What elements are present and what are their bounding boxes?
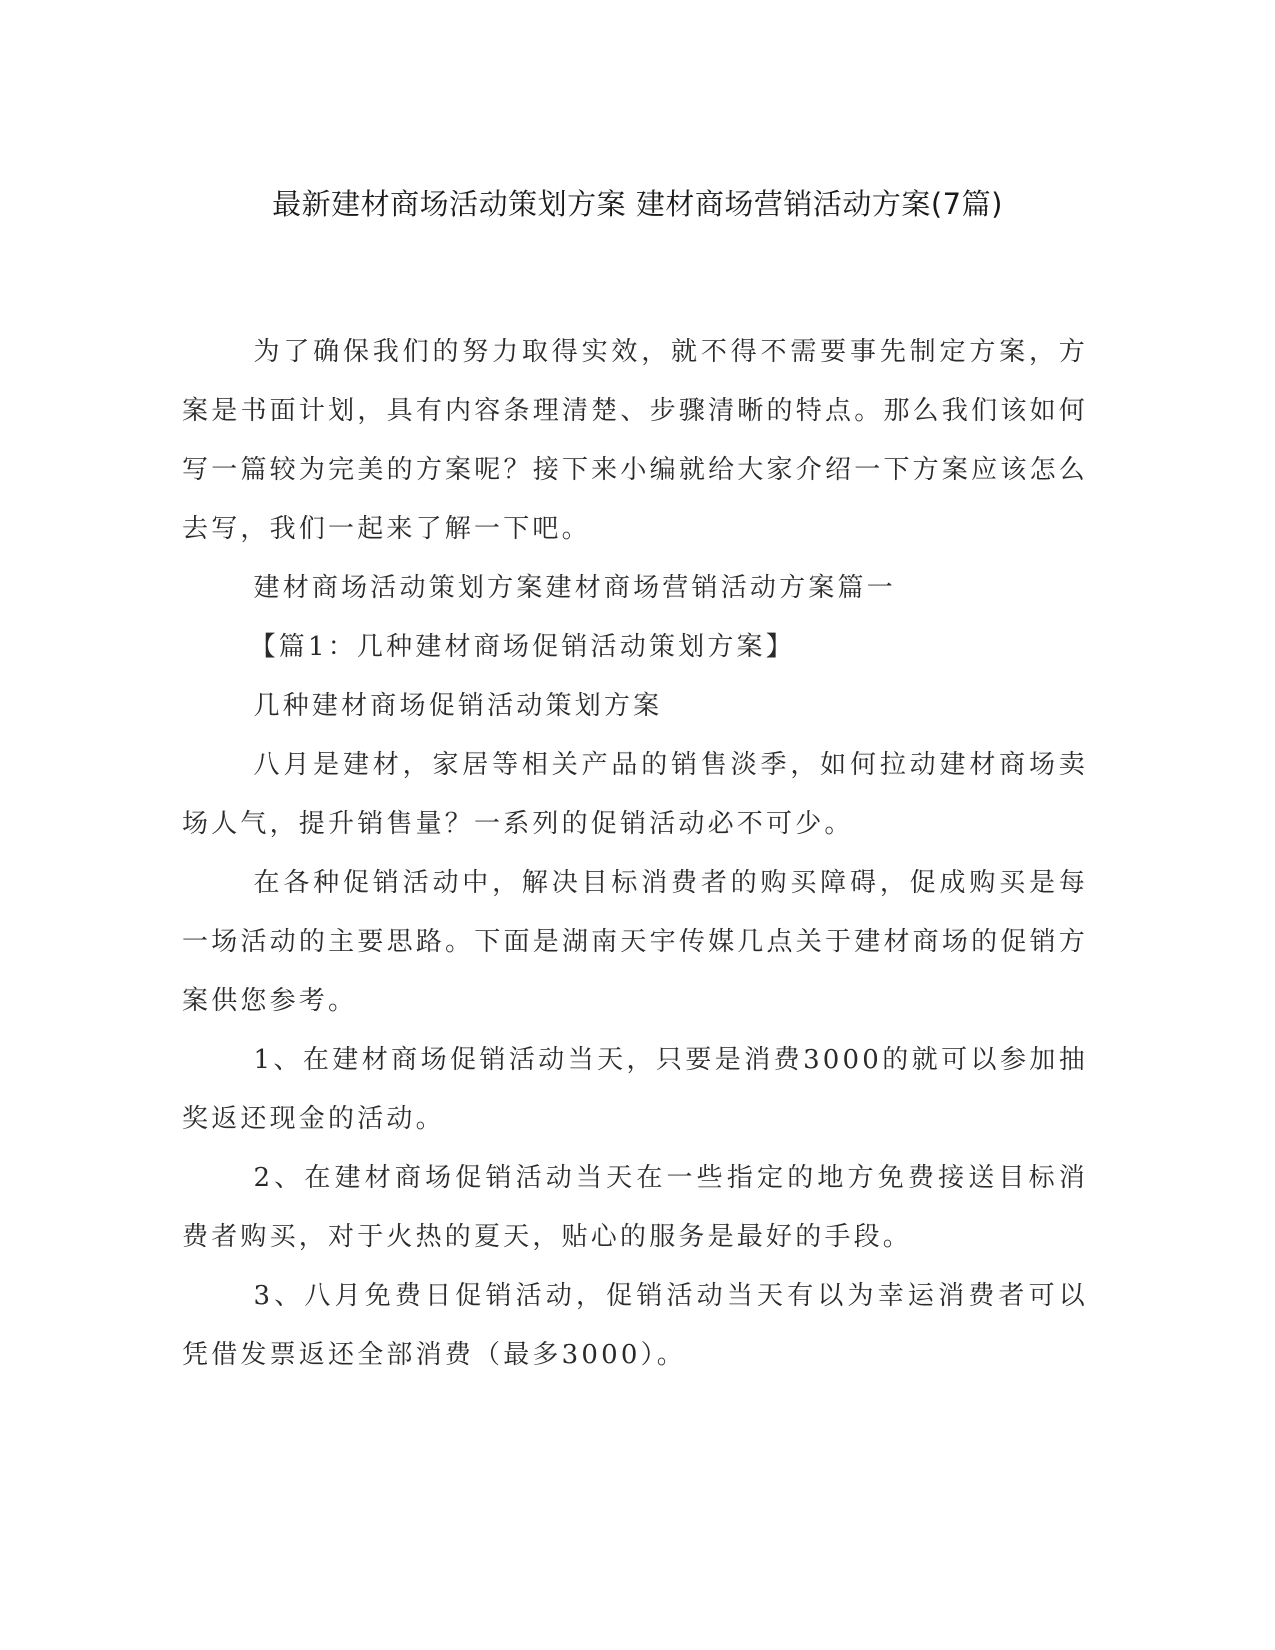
list-item: 3、八月免费日促销活动，促销活动当天有以为幸运消费者可以凭借发票返还全部消费（最多3000）。 <box>182 1281 1088 1370</box>
article-heading: 【篇1：几种建材商场促销活动策划方案】 <box>249 632 795 662</box>
intro-paragraph: 为了确保我们的努力取得实效，就不得不需要事先制定方案，方案是书面计划，具有内容条理清楚、步骤清晰的特点。那么我们该如何写一篇较为完美的方案呢？接下来小编就给大家介绍一下方案应该怎么去写，我们一起来了解一下吧。 <box>182 337 1088 544</box>
section-heading: 建材商场活动策划方案建材商场营销活动方案篇一 <box>253 573 896 603</box>
document-body <box>182 323 1088 1385</box>
document-title: 最新建材商场活动策划方案 建材商场营销活动方案(7篇) <box>272 187 1003 221</box>
list-item: 1、在建材商场促销活动当天，只要是消费3000的就可以参加抽奖返还现金的活动。 <box>182 1045 1088 1134</box>
article-subtitle: 几种建材商场促销活动策划方案 <box>253 691 663 721</box>
body-paragraph: 八月是建材，家居等相关产品的销售淡季，如何拉动建材商场卖场人气，提升销售量？一系列的促销活动必不可少。 <box>182 750 1088 839</box>
body-paragraph: 在各种促销活动中，解决目标消费者的购买障碍，促成购买是每一场活动的主要思路。下面是湖南天宇传媒几点关于建材商场的促销方案供您参考。 <box>182 868 1088 1016</box>
list-item: 2、在建材商场促销活动当天在一些指定的地方免费接送目标消费者购买，对于火热的夏天，贴心的服务是最好的手段。 <box>182 1163 1088 1252</box>
